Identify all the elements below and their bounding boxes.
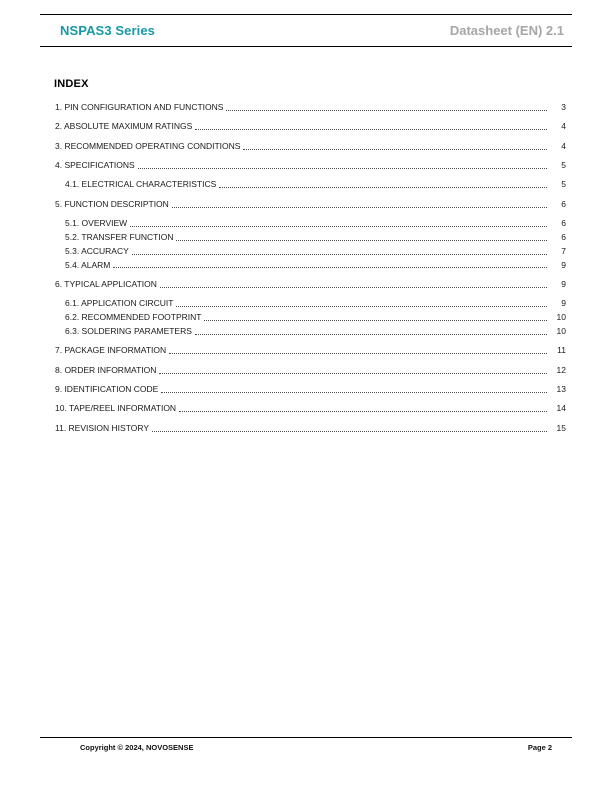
toc-entry-label: 5.4. ALARM [65,259,111,270]
toc-entry [65,261,566,270]
toc-entry-label: 6.2. RECOMMENDED FOOTPRINT [65,312,202,323]
dot-leader [138,167,547,169]
toc-entry [55,200,566,209]
table-of-contents [55,103,566,433]
dot-leader [219,186,547,188]
page-header [40,14,572,47]
document-series-title: NSPAS3 Series [60,23,155,38]
dot-leader [132,253,547,255]
toc-page-number: 10 [556,325,566,336]
toc-page-number: 4 [561,140,566,151]
toc-entry-label: 2. ABSOLUTE MAXIMUM RATINGS [55,121,193,132]
dot-leader [195,333,547,335]
toc-page-number: 12 [556,364,566,375]
toc-entry-label: 5.3. ACCURACY [65,245,129,256]
dot-leader [160,286,547,288]
dot-leader [161,391,547,393]
dot-leader [172,206,547,208]
dot-leader [176,239,547,241]
dot-leader [243,148,547,150]
toc-entry [65,247,566,256]
toc-entry-label: 4.1. ELECTRICAL CHARACTERISTICS [65,179,217,190]
toc-entry [65,233,566,242]
toc-page-number: 6 [561,198,566,209]
toc-entry-label: 8. ORDER INFORMATION [55,364,157,375]
copyright-notice: Copyright © 2024, NOVOSENSE [80,743,194,752]
dot-leader [176,305,547,307]
page-footer [40,737,572,752]
dot-leader [113,266,547,268]
toc-entry [65,219,566,228]
toc-entry [55,161,566,170]
toc-page-number: 10 [556,312,566,323]
toc-entry-label: 6.1. APPLICATION CIRCUIT [65,298,174,309]
toc-page-number: 6 [561,231,566,242]
toc-entry [55,103,566,112]
toc-entry [55,385,566,394]
toc-page-number: 5 [561,179,566,190]
toc-entry-label: 5. FUNCTION DESCRIPTION [55,198,169,209]
toc-entry [55,424,566,433]
toc-entry-label: 10. TAPE/REEL INFORMATION [55,403,177,414]
toc-page-number: 7 [561,245,566,256]
toc-page-number: 9 [561,298,566,309]
toc-page-number: 13 [556,384,566,394]
toc-page-number: 11 [557,345,566,356]
toc-entry-label: 3. RECOMMENDED OPERATING CONDITIONS [55,140,241,151]
dot-leader [179,410,547,412]
page-number-label: Page 2 [527,743,552,752]
toc-page-number: 9 [561,278,566,289]
toc-entry [55,142,566,151]
toc-entry [65,327,566,336]
dot-leader [195,128,547,130]
toc-page-number: 5 [561,160,566,171]
toc-entry [55,346,566,355]
toc-entry [55,366,566,375]
dot-leader [130,225,547,227]
toc-entry-label: 9. IDENTIFICATION CODE [55,384,159,394]
toc-entry-label: 6. TYPICAL APPLICATION [55,278,157,289]
toc-entry [65,180,566,189]
document-version-label: Datasheet (EN) 2.1 [449,23,564,38]
toc-page-number: 4 [561,121,566,132]
dot-leader [226,109,547,111]
toc-page-number: 3 [561,102,566,112]
toc-entry-label: 11. REVISION HISTORY [55,422,150,433]
toc-entry-label: 6.3. SOLDERING PARAMETERS [65,325,192,336]
toc-entry-label: 5.1. OVERVIEW [65,218,128,229]
toc-page-number: 6 [561,218,566,229]
dot-leader [159,372,547,374]
dot-leader [169,352,547,354]
toc-entry-label: 4. SPECIFICATIONS [55,160,135,171]
toc-page-number: 15 [556,422,566,433]
toc-entry [65,299,566,308]
toc-entry [55,404,566,413]
toc-page-number: 9 [561,259,566,270]
toc-page-number: 14 [556,403,566,414]
toc-entry [55,122,566,131]
dot-leader [204,319,547,321]
toc-entry-label: 5.2. TRANSFER FUNCTION [65,231,174,242]
toc-entry [55,280,566,289]
toc-entry-label: 1. PIN CONFIGURATION AND FUNCTIONS [55,102,224,112]
toc-entry-label: 7. PACKAGE INFORMATION [55,345,167,356]
toc-entry [65,313,566,322]
dot-leader [152,430,547,432]
index-heading: INDEX [54,78,89,90]
